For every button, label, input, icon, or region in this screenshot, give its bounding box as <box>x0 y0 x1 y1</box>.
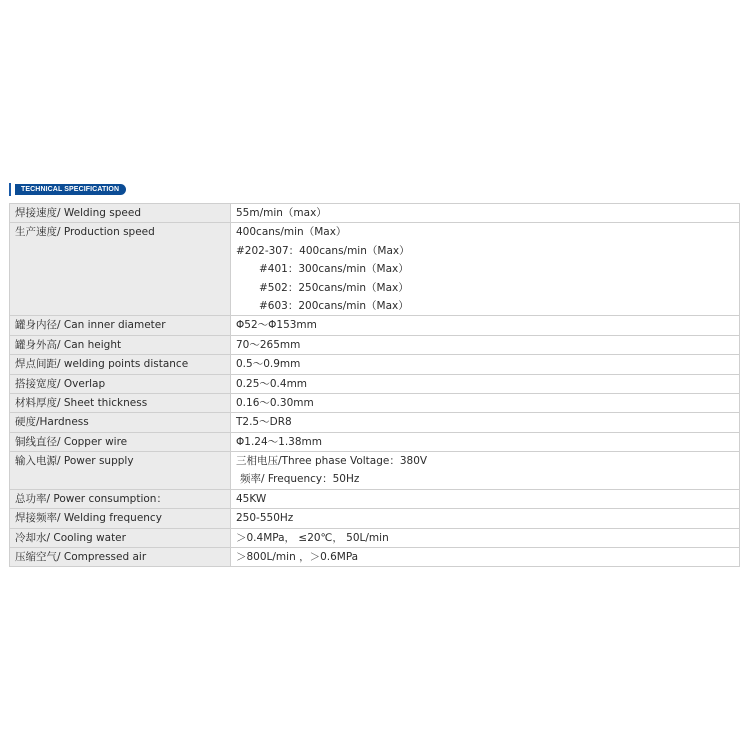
table-row <box>10 204 740 223</box>
spec-label: 罐身内径/ Can inner diameter <box>10 316 231 335</box>
spec-table <box>9 203 740 567</box>
spec-value: ＞800L/min ，＞0.6MPa <box>231 548 740 567</box>
table-row <box>10 316 740 335</box>
header-accent-bar <box>9 183 11 196</box>
section-header <box>9 183 126 196</box>
table-row <box>10 223 740 316</box>
table-row <box>10 452 740 490</box>
spec-label: 材料厚度/ Sheet thickness <box>10 393 231 412</box>
table-row <box>10 509 740 528</box>
spec-value: 0.25～0.4mm <box>231 374 740 393</box>
spec-value: 三相电压/Three phase Voltage：380V 频率/ Frequency：50Hz <box>231 452 740 490</box>
table-row <box>10 548 740 567</box>
table-row <box>10 432 740 451</box>
spec-label: 生产速度/ Production speed <box>10 223 231 316</box>
spec-value: Φ52～Φ153mm <box>231 316 740 335</box>
spec-label: 压缩空气/ Compressed air <box>10 548 231 567</box>
section-title: TECHNICAL SPECIFICATION <box>15 184 126 195</box>
table-row <box>10 355 740 374</box>
spec-label: 焊点间距/ welding points distance <box>10 355 231 374</box>
table-row <box>10 413 740 432</box>
spec-label: 冷却水/ Cooling water <box>10 528 231 547</box>
spec-value: ＞0.4MPa， ≤20℃， 50L/min <box>231 528 740 547</box>
spec-label: 搭接宽度/ Overlap <box>10 374 231 393</box>
spec-value: T2.5～DR8 <box>231 413 740 432</box>
spec-label: 硬度/Hardness <box>10 413 231 432</box>
spec-value: 0.16～0.30mm <box>231 393 740 412</box>
spec-label: 罐身外高/ Can height <box>10 335 231 354</box>
spec-label: 铜线直径/ Copper wire <box>10 432 231 451</box>
table-row <box>10 393 740 412</box>
spec-value: 400cans/min（Max） #202-307：400cans/min（Max） #401：300cans/min（Max） #502：250cans/min（Max） #603：200cans/min（Max） <box>231 223 740 316</box>
spec-value: 250-550Hz <box>231 509 740 528</box>
spec-value: Φ1.24～1.38mm <box>231 432 740 451</box>
table-row <box>10 528 740 547</box>
spec-value: 70～265mm <box>231 335 740 354</box>
spec-label: 焊接频率/ Welding frequency <box>10 509 231 528</box>
spec-value: 55m/min（max） <box>231 204 740 223</box>
table-row <box>10 489 740 508</box>
table-row <box>10 335 740 354</box>
spec-value: 45KW <box>231 489 740 508</box>
spec-label: 输入电源/ Power supply <box>10 452 231 490</box>
spec-label: 焊接速度/ Welding speed <box>10 204 231 223</box>
table-row <box>10 374 740 393</box>
spec-value: 0.5～0.9mm <box>231 355 740 374</box>
spec-label: 总功率/ Power consumption： <box>10 489 231 508</box>
